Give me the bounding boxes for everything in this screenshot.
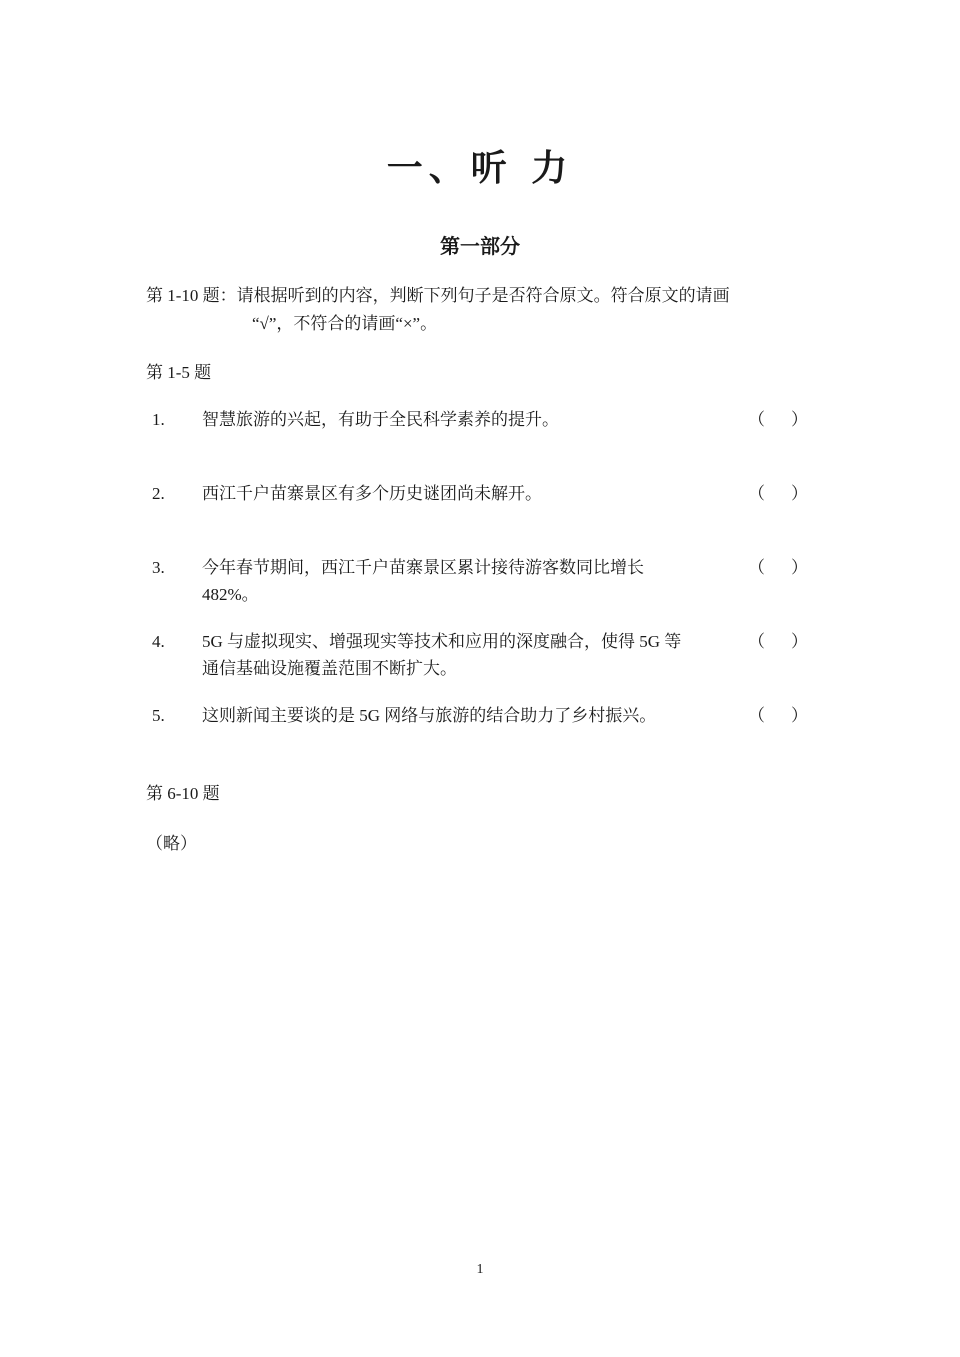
answer-blank[interactable] (748, 628, 808, 655)
question-text: 这则新闻主要谈的是 5G 网络与旅游的结合助力了乡村振兴。 (202, 706, 657, 725)
answer-blank[interactable] (748, 554, 808, 581)
page-number: 1 (476, 1262, 484, 1277)
answer-blank[interactable] (748, 702, 808, 729)
page-title: 一、听 力 (386, 148, 574, 189)
paren-close: ） (791, 484, 808, 503)
section-note: （略） (146, 834, 197, 853)
section-label-6-10: 第 6-10 题 (146, 784, 220, 803)
question-number: 2. (152, 484, 165, 503)
question-text: 5G 与虚拟现实、增强现实等技术和应用的深度融合，使得 5G 等通信基础设施覆盖范围不断扩大。 (202, 632, 682, 678)
paren-open: （ (748, 558, 765, 577)
question-text: 今年春节期间，西江千户苗寨景区累计接待游客数同比增长 482%。 (202, 558, 644, 604)
paren-close: ） (791, 632, 808, 651)
answer-blank[interactable] (748, 406, 808, 433)
question-number: 3. (152, 558, 165, 577)
question-number: 5. (152, 706, 165, 725)
question-number: 4. (152, 632, 165, 651)
section-label-1-5: 第 1-5 题 (146, 363, 212, 382)
answer-blank[interactable] (748, 480, 808, 507)
paren-open: （ (748, 632, 765, 651)
paren-close: ） (791, 558, 808, 577)
paren-open: （ (748, 706, 765, 725)
part-heading: 第一部分 (440, 234, 520, 258)
question-text: 智慧旅游的兴起，有助于全民科学素养的提升。 (202, 410, 559, 429)
instructions-line-1: 第 1-10 题：请根据听到的内容，判断下列句子是否符合原文。符合原文的请画 (146, 286, 730, 305)
instructions-line-2: “√”，不符合的请画“×”。 (252, 314, 438, 333)
question-number: 1. (152, 410, 165, 429)
instructions (146, 282, 826, 338)
paren-close: ） (791, 706, 808, 725)
question-text: 西江千户苗寨景区有多个历史谜团尚未解开。 (202, 484, 542, 503)
paren-open: （ (748, 410, 765, 429)
paren-open: （ (748, 484, 765, 503)
paren-close: ） (791, 410, 808, 429)
